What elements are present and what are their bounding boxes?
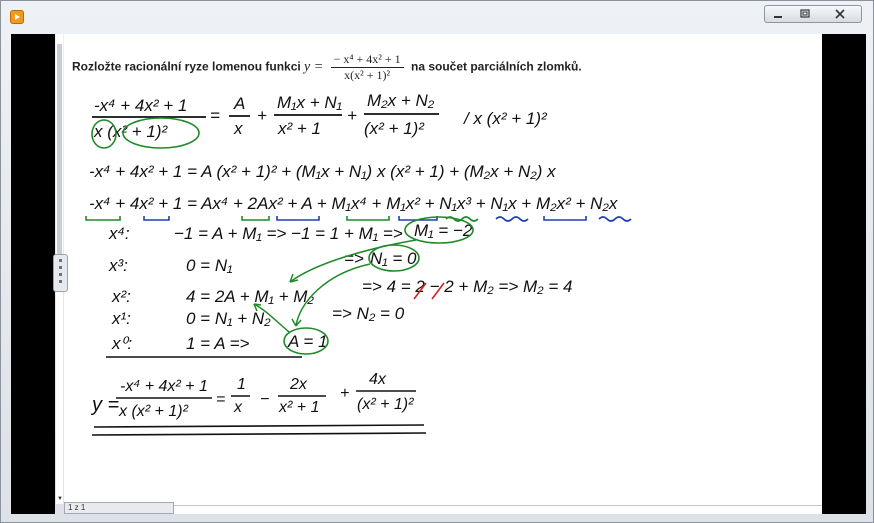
coef-x1-res: => N₂ = 0 [332, 304, 405, 323]
result-plus: + [340, 385, 350, 402]
underline-x2-lhs [144, 216, 169, 220]
problem-numerator: − x⁴ + 4x² + 1 [331, 52, 404, 68]
result-lhs-num: -x⁴ + 4x² + 1 [120, 378, 208, 395]
result-t2-num: 2x [290, 376, 307, 393]
document-page [64, 34, 822, 514]
line1-lhs-den: x (x² + 1)² [94, 122, 168, 141]
scroll-thumb[interactable] [57, 44, 62, 264]
coef-x3-res-arrow: => [344, 249, 364, 268]
result-minus: − [260, 391, 270, 408]
result-underline-1 [94, 425, 424, 427]
grip-dot [59, 273, 62, 276]
coef-x4-label: x⁴: [109, 224, 130, 243]
line1-t1-den: x [234, 119, 243, 138]
problem-var: y = [304, 59, 324, 75]
line1-t2-den: x² + 1 [278, 119, 321, 138]
minimize-button[interactable] [764, 5, 792, 23]
line1-t2-num: M₁x + N₁ [277, 93, 343, 112]
coef-x3-res: N₁ = 0 [370, 249, 417, 268]
line1-t3-den: (x² + 1)² [364, 119, 424, 138]
page-indicator: 1 z 1 [64, 502, 174, 514]
scroll-down-icon[interactable]: ▼ [57, 496, 63, 502]
result-t1-den: x [234, 399, 242, 416]
restore-icon [798, 6, 812, 22]
line1-lhs: -x⁴ + 4x² + 1 [94, 96, 188, 115]
minimize-icon [771, 6, 785, 22]
coef-x2-eq: 4 = 2A + M₁ + M₂ [186, 287, 314, 306]
result-lhs-den: x (x² + 1)² [119, 403, 188, 420]
result-underline-2 [92, 433, 426, 435]
result-t2-den: x² + 1 [279, 399, 320, 416]
line1-t3-num: M₂x + N₂ [367, 91, 435, 110]
result-t1-num: 1 [237, 376, 246, 393]
maximize-button[interactable] [791, 5, 819, 23]
close-icon [833, 6, 847, 22]
coef-x0-res: A = 1 [288, 332, 328, 351]
coef-x4-eq: −1 = A + M₁ => −1 = 1 + M₁ => [174, 224, 403, 243]
coef-x4-res: M₁ = −2 [414, 221, 473, 240]
coef-x3-label: x³: [109, 256, 128, 275]
grip-dot [59, 266, 62, 269]
line1-t1-num: A [234, 94, 246, 113]
result-eq: = [216, 391, 226, 408]
line1-plus2: + [347, 106, 357, 125]
problem-denominator: x(x² + 1)² [344, 68, 391, 82]
underline-2ax2 [277, 216, 319, 220]
line1-plus1: + [257, 106, 267, 125]
coef-x1-eq: 0 = N₁ + N₂ [186, 309, 271, 328]
handwriting-canvas [64, 34, 822, 514]
underline-ax4 [242, 216, 269, 220]
line2: -x⁴ + 4x² + 1 = A (x² + 1)² + (M₁x + N₁) x (x² + 1) + (M₂x + N₂) x [89, 162, 556, 181]
horizontal-scrollbar[interactable] [174, 505, 822, 514]
problem-text-after: na součet parciálních zlomků. [411, 59, 582, 74]
right-dark-margin [822, 34, 866, 514]
panel-splitter-handle[interactable] [53, 254, 68, 292]
coef-x3-eq: 0 = N₁ [186, 256, 233, 275]
wave-n1x [496, 217, 528, 221]
underline-x4-lhs [86, 216, 120, 220]
result-t3-den: (x² + 1)² [357, 396, 414, 413]
problem-text-before: Rozložte racionální ryze lomenou funkci [72, 59, 301, 74]
coef-x1-label: x¹: [112, 309, 131, 328]
underline-m1x4 [347, 216, 389, 220]
line1-eq: = [210, 106, 220, 125]
line3: -x⁴ + 4x² + 1 = Ax⁴ + 2Ax² + A + M₁x⁴ + M₁x² + N₁x³ + N₁x + M₂x² + N₂x [89, 194, 618, 213]
coef-x2-label: x²: [112, 287, 131, 306]
result-t3-num: 4x [369, 371, 386, 388]
underline-m2x2 [544, 216, 586, 220]
left-dark-margin [11, 34, 55, 514]
app-icon [10, 10, 24, 24]
title-bar[interactable] [1, 1, 873, 31]
grip-dot [59, 259, 62, 262]
result-y: y = [92, 394, 120, 416]
close-button[interactable] [818, 5, 862, 23]
wave-n2x [599, 217, 631, 221]
line1-mult: / x (x² + 1)² [464, 109, 547, 128]
grip-dot [59, 280, 62, 283]
coef-x0-label: x⁰: [112, 334, 133, 353]
coef-x2-sub: => 4 = 2 − 2 + M₂ => M₂ = 4 [362, 277, 573, 296]
coef-x0-eq: 1 = A => [186, 334, 250, 353]
